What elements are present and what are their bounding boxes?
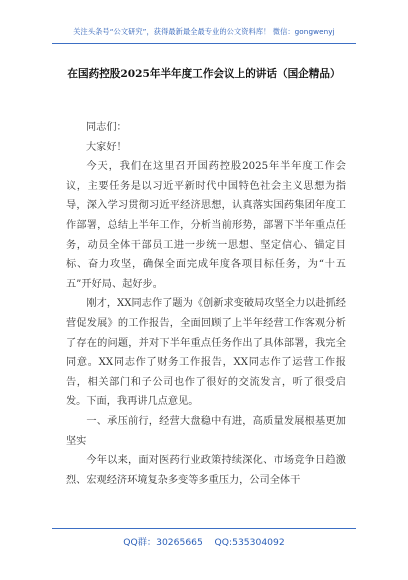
- header-banner: 关注头条号“公文研究”，获得最新最全最专业的公文资料库！ 微信：gongwenyj: [73, 27, 335, 36]
- body-paragraph: 今天，我们在这里召开国药控股2025年半年度工作会议，主要任务是以习近平新时代中国特色社会主义思想为指导，深入学习贯彻习近平经济思想，认真落实国药集团年度工作部署，总结上半年工作，分析当前形势，部署下半年重点任务，动员全体干部员工进一步统一思想、坚定信心、锚定目标、奋力攻坚，确保全面完成年度各项目标任务，为“十五五”开好局、起好步。: [66, 161, 346, 290]
- salutation: 同志们：: [86, 122, 127, 133]
- greeting: 大家好！: [86, 141, 127, 153]
- footer-divider: [52, 528, 356, 529]
- footer-contact: QQ群：30265665 QQ:535304092: [123, 537, 285, 548]
- header-divider: [52, 43, 356, 44]
- document-title: 在国药控股2025年半年度工作会议上的讲话（国企精品）: [67, 68, 341, 80]
- section-heading: 一、承压前行，经营大盘稳中有进，高质量发展根基更加坚实: [66, 415, 346, 447]
- body-paragraph: 刚才，XX同志作了题为《创新求变破局攻坚全力以赴抓经营促发展》的工作报告，全面回顾了上半年经营工作客观分析了存在的问题，并对下半年重点任务作出了具体部署，我完全同意。XX同志作了财务工作报告，XX同志作了运营工作报告，相关部门和子公司也作了很好的交流发言，听了很受启发。下面，我再讲几点意见。: [66, 298, 346, 408]
- document-body: [66, 118, 346, 490]
- body-paragraph: 今年以来，面对医药行业政策持续深化、市场竞争日趋激烈、宏观经济环境复杂多变等多重压力，公司全体干: [66, 455, 346, 486]
